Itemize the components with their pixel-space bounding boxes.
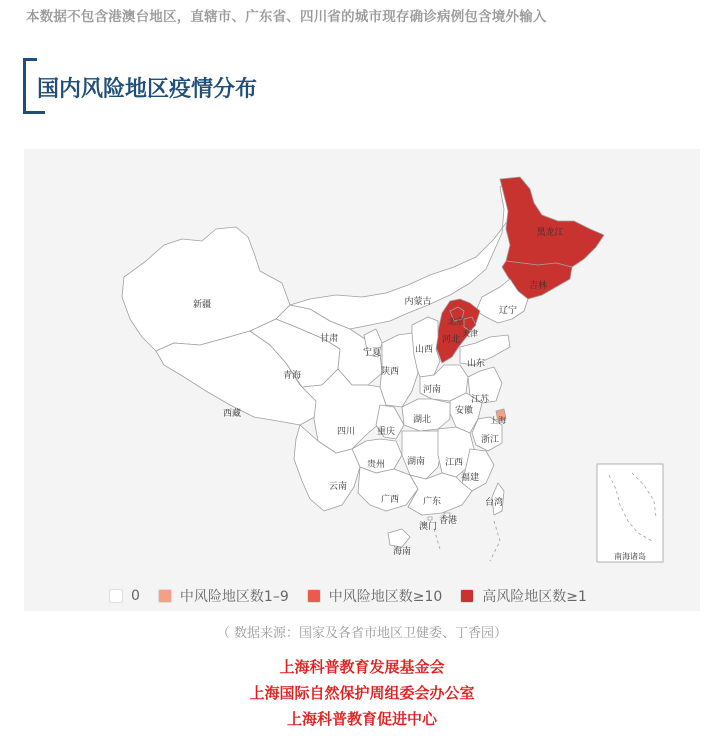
legend-label: 0	[131, 588, 140, 604]
label-anhui: 安徽	[454, 406, 474, 416]
legend-item-mid-high[interactable]	[307, 586, 443, 606]
label-heilongjiang: 黑龙江	[536, 228, 564, 238]
organization-line: 上海国际自然保护周组委会办公室	[249, 684, 475, 702]
label-liaoning: 辽宁	[498, 306, 518, 316]
label-shanghai: 上海	[490, 416, 506, 425]
label-guangxi: 广西	[380, 495, 400, 505]
label-shaanxi: 陕西	[380, 367, 400, 377]
data-note: 本数据不包含港澳台地区，直辖市、广东省、四川省的城市现存确诊病例包含境外输入	[26, 9, 547, 25]
province-hunan[interactable]	[402, 431, 442, 479]
legend-label: 中风险地区数≥10	[328, 589, 443, 605]
label-gansu: 甘肃	[319, 334, 339, 344]
label-ningxia: 宁夏	[362, 348, 382, 358]
province-macau[interactable]	[428, 517, 432, 520]
legend-swatch	[158, 589, 172, 603]
china-risk-map	[24, 149, 700, 611]
header-bracket-bottom	[23, 111, 45, 114]
label-chongqing: 重庆	[376, 427, 396, 437]
label-beijing: 北京	[448, 317, 464, 326]
section-header	[23, 58, 323, 114]
label-taiwan: 台湾	[484, 498, 504, 508]
label-jiangxi: 江西	[444, 458, 464, 468]
label-hebei: 河北	[441, 335, 461, 345]
label-tianjin: 天津	[462, 329, 478, 338]
label-macau: 澳门	[418, 522, 438, 532]
legend-swatch	[307, 589, 321, 603]
legend-swatch	[460, 589, 474, 603]
label-guizhou: 贵州	[366, 460, 386, 470]
legend-item-mid-low[interactable]	[158, 586, 289, 606]
label-shanxi: 山西	[414, 345, 434, 355]
label-qinghai: 青海	[282, 371, 302, 381]
label-hongkong: 香港	[438, 516, 458, 526]
label-guangdong: 广东	[422, 497, 442, 507]
label-shandong: 山东	[466, 359, 486, 369]
province-heilongjiang[interactable]	[500, 177, 604, 267]
label-zhejiang: 浙江	[480, 435, 500, 445]
label-hainan: 海南	[392, 547, 412, 557]
label-xinjiang: 新疆	[192, 300, 212, 310]
label-south-china-sea: 南海诸岛	[614, 552, 646, 561]
label-yunnan: 云南	[328, 482, 348, 492]
label-neimenggu: 内蒙古	[404, 297, 432, 307]
label-henan: 河南	[422, 385, 442, 395]
label-xizang: 西藏	[222, 409, 242, 419]
label-jilin: 吉林	[528, 281, 548, 291]
province-hainan[interactable]	[388, 529, 410, 547]
label-hubei: 湖北	[412, 415, 432, 425]
legend-item-high[interactable]	[460, 586, 587, 606]
south-china-sea-inset	[597, 464, 663, 562]
data-source: （ 数据来源：国家及各省市地区卫健委、丁香园）	[216, 626, 508, 641]
legend-label: 高风险地区数≥1	[482, 589, 587, 605]
label-sichuan: 四川	[336, 427, 356, 437]
nine-dash-hint	[434, 521, 500, 561]
label-fujian: 福建	[460, 473, 480, 483]
legend-label: 中风险地区数1–9	[179, 589, 289, 605]
organization-line: 上海科普教育促进中心	[286, 710, 437, 728]
label-hunan: 湖南	[406, 457, 426, 467]
organization-line: 上海科普教育发展基金会	[279, 658, 445, 676]
label-jiangsu: 江苏	[470, 395, 490, 405]
legend-item-zero[interactable]	[109, 588, 140, 604]
map-legend	[109, 586, 605, 606]
map-panel	[24, 149, 700, 611]
section-title: 国内风险地区疫情分布	[37, 77, 258, 102]
header-bracket-side	[23, 58, 26, 114]
legend-swatch	[109, 589, 123, 603]
